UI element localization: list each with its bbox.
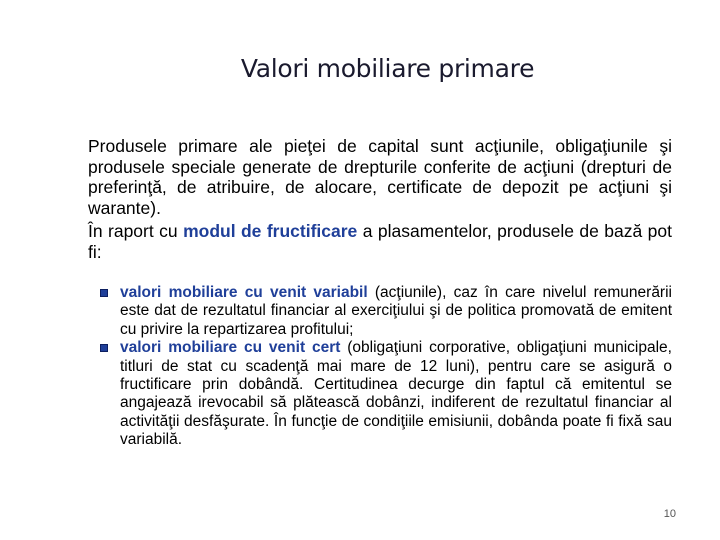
square-bullet-icon bbox=[100, 344, 108, 352]
page-number: 10 bbox=[663, 508, 676, 520]
bullet-term: valori mobiliare cu venit cert bbox=[120, 339, 341, 357]
bullet-list bbox=[100, 284, 672, 450]
list-item bbox=[100, 284, 672, 339]
bullet-text: (obligaţiuni corporative, obligaţiuni municipale, titluri de stat cu scadenţă mai mare de 12 luni), pentru care se asigură o fructificare prin dobândă. Certitudinea decurge din faptul că emitentul se angajează irevocabil să plătească dobânzi, indiferent de rezultatul financiar al activităţii desfăşurate. În funcţie de condiţiile emisiunii, dobânda poate fi fixă sau variabilă. bbox=[120, 339, 672, 449]
paragraph-classification bbox=[88, 221, 672, 262]
body-text bbox=[88, 136, 672, 262]
square-bullet-icon bbox=[100, 289, 108, 297]
paragraph-intro: Produsele primare ale pieţei de capital sunt acţiunile, obligaţiunile şi produsele speciale generate de drepturile conferite de acţiuni (drepturi de preferinţă, de atribuire, de alocare, certificate de depozit pe acţiuni şi warante). bbox=[88, 136, 672, 218]
highlight-term: modul de fructificare bbox=[183, 221, 358, 241]
paragraph-after: a plasamentelor, produsele de bază pot fi: bbox=[88, 221, 672, 262]
bullet-text: (acţiunile), caz în care nivelul remunerării este dat de rezultatul financiar al exerciţiului şi de politica promovată de emitent cu privire la repartizarea profitului; bbox=[120, 284, 672, 338]
paragraph-before: În raport cu bbox=[88, 221, 184, 241]
bullet-term: valori mobiliare cu venit variabil bbox=[120, 284, 368, 301]
slide-title: Valori mobiliare primare bbox=[240, 54, 535, 83]
list-item bbox=[100, 339, 672, 449]
